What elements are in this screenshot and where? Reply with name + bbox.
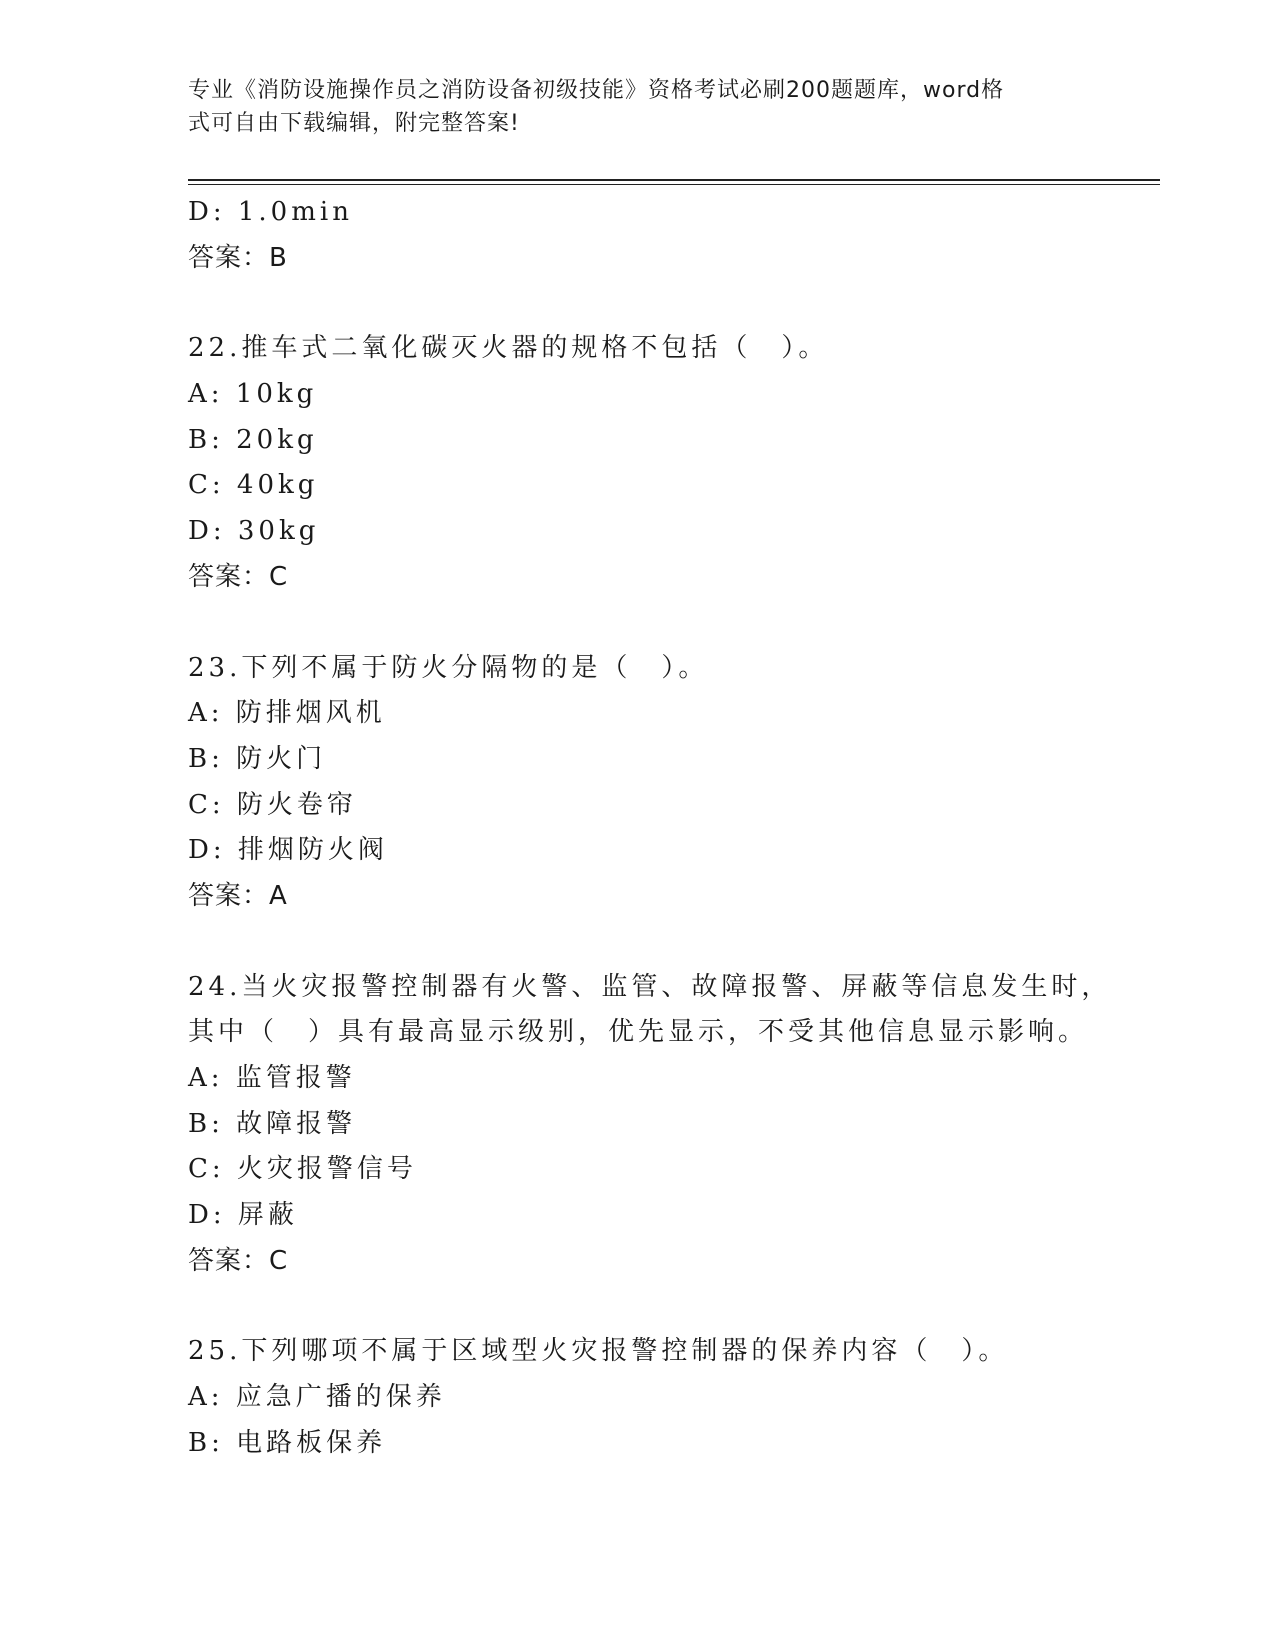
option-d: D: 1.0min	[188, 197, 353, 227]
option-c: C: 40kg	[188, 470, 319, 501]
spacer	[188, 281, 1088, 326]
question-22	[188, 326, 1088, 600]
answer-label: 答案：C	[188, 561, 289, 592]
question-25	[188, 1329, 1088, 1466]
answer-label: 答案：B	[188, 242, 288, 273]
spacer	[188, 1284, 1088, 1329]
question-stem: 25.下列哪项不属于区域型火灾报警控制器的保养内容（ ）。	[188, 1336, 1009, 1367]
question-stem: 22.推车式二氧化碳灭火器的规格不包括（ ）。	[188, 333, 829, 364]
option-a: A: 10kg	[188, 379, 318, 410]
question-stem: 23.下列不属于防火分隔物的是（ ）。	[188, 652, 709, 683]
option-a: A: 监管报警	[188, 1063, 356, 1093]
document-header	[188, 74, 1068, 140]
option-b: B: 故障报警	[188, 1108, 357, 1139]
header-line-2: 式可自由下载编辑，附完整答案!	[188, 111, 520, 136]
header-divider-thin	[188, 184, 1160, 185]
option-c: C: 火灾报警信号	[188, 1154, 417, 1185]
answer-label: 答案：C	[188, 1245, 289, 1276]
option-d: D: 30kg	[188, 516, 320, 547]
option-c: C: 防火卷帘	[188, 789, 357, 820]
option-a: A: 防排烟风机	[188, 698, 386, 729]
question-stem-line-1: 24.当火灾报警控制器有火警、监管、故障报警、屏蔽等信息发生时，	[188, 971, 1112, 1002]
header-divider	[188, 179, 1160, 181]
question-stem-line-2: 其中（ ）具有最高显示级别，优先显示，不受其他信息显示影响。	[188, 1017, 1089, 1048]
question-23	[188, 646, 1088, 920]
answer-label: 答案：A	[188, 880, 288, 911]
spacer	[188, 920, 1088, 965]
option-a: A: 应急广播的保养	[188, 1382, 446, 1413]
option-d: D: 屏蔽	[188, 1200, 298, 1231]
header-line-1: 专业《消防设施操作员之消防设备初级技能》资格考试必刷200题题库，word格	[188, 78, 1005, 103]
option-b: B: 20kg	[188, 424, 318, 455]
option-b: B: 电路板保养	[188, 1427, 387, 1458]
option-d: D: 排烟防火阀	[188, 835, 388, 866]
question-24	[188, 965, 1112, 1285]
question-list	[188, 190, 1112, 1467]
option-b: B: 防火门	[188, 743, 327, 774]
spacer	[188, 601, 1088, 646]
